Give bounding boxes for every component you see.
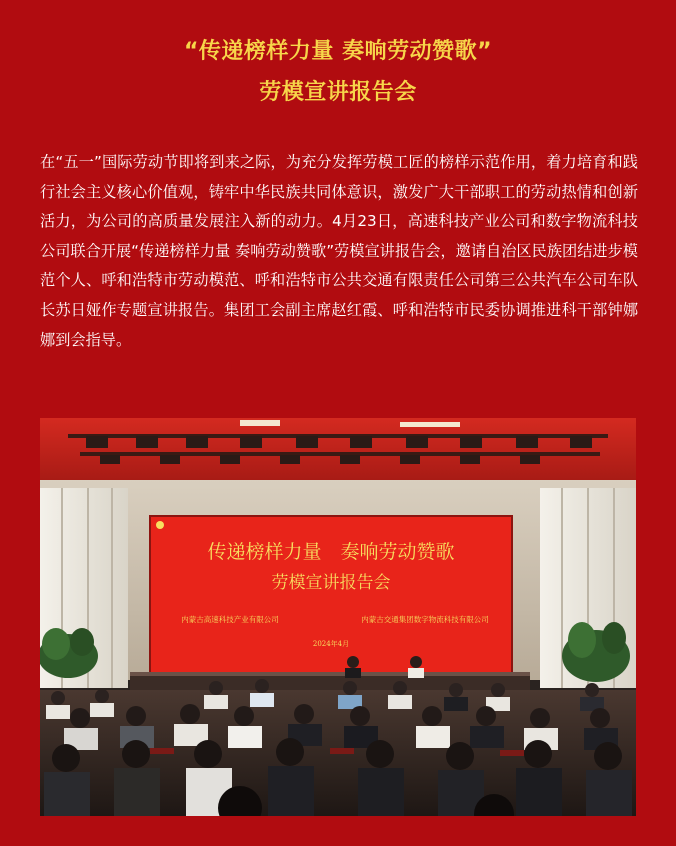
screen-line-1: 传递榜样力量 奏响劳动赞歌	[207, 541, 455, 563]
ceiling	[40, 418, 636, 480]
screen-org-left: 内蒙古高速科技产业有限公司	[181, 615, 279, 624]
led-screen	[150, 516, 512, 674]
title-line-1: “传递榜样力量 奏响劳动赞歌”	[183, 39, 493, 64]
event-photo	[40, 418, 636, 816]
title-line-2: 劳模宣讲报告会	[259, 80, 417, 105]
article-paragraph: 在“五一”国际劳动节即将到来之际，为充分发挥劳模工匠的榜样示范作用，着力培育和践行社会主义核心价值观，铸牢中华民族共同体意识，激发广大干部职工的劳动热情和创新活力，为公司的高质量发展注入新的动力。4月23日，高速科技产业公司和数字物流科技公司联合开展“传递榜样力量 奏响劳动赞歌”劳模宣讲报告会，邀请自治区民族团结进步模范个人、呼和浩特市劳动模范、呼和浩特市公共交通有限责任公司第三公共汽车公司车队长苏日娅作专题宣讲报告。集团工会副主席赵红霞、呼和浩特市民委协调推进科干部钟娜娜到会指导。	[40, 153, 638, 349]
plant-right	[562, 622, 630, 682]
screen-org-right: 内蒙古交通集团数字物流科技有限公司	[361, 615, 489, 624]
screen-line-2: 劳模宣讲报告会	[271, 573, 391, 593]
screen-date: 2024年4月	[312, 640, 350, 648]
emblem-icon	[156, 521, 164, 529]
plant-left	[40, 628, 98, 678]
